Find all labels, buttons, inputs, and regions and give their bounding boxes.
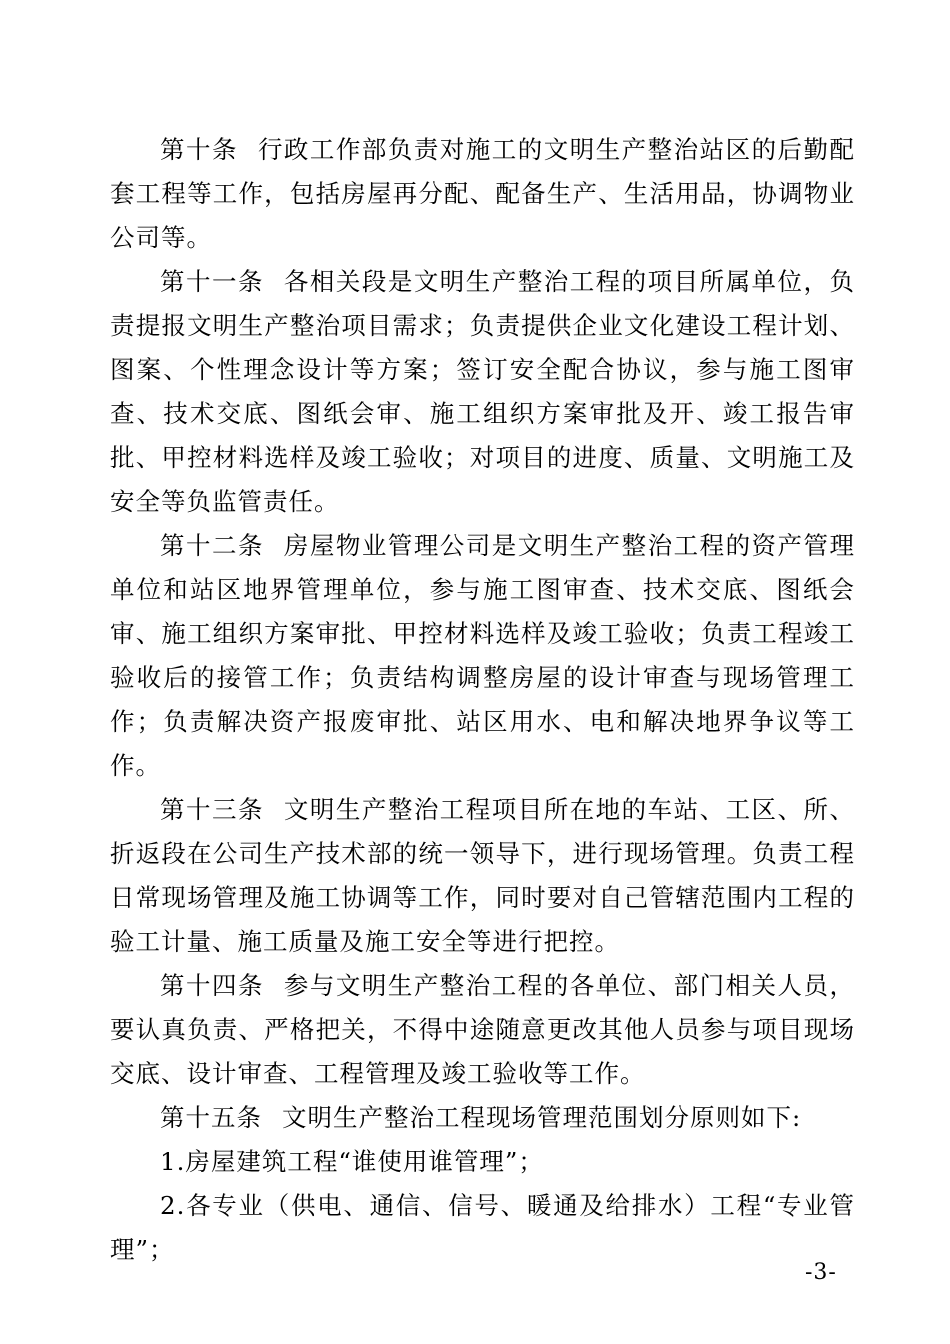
article-number: 第十三条 [160,795,264,824]
article-text: 文明生产整治工程项目所在地的车站、工区、所、折返段在公司生产技术部的统一领导下，进行现场管理。负责工程日常现场管理及施工协调等工作，同时要对自己管辖范围内工程的验工计量、施工质量及施工安全等进行把控。 [110,795,855,956]
article-14 [110,964,855,1096]
article-number: 第十一条 [160,267,264,296]
article-12 [110,524,855,788]
article-11 [110,260,855,524]
article-text: 行政工作部负责对施工的文明生产整治站区的后勤配套工程等工作，包括房屋再分配、配备生产、生活用品，协调物业公司等。 [110,135,856,252]
article-text: 参与文明生产整治工程的各单位、部门相关人员，要认真负责、严格把关，不得中途随意更改其他人员参与项目现场交底、设计审查、工程管理及竣工验收等工作。 [110,971,855,1088]
article-13 [110,788,855,964]
article-text: 各相关段是文明生产整治工程的项目所属单位，负责提报文明生产整治项目需求；负责提供企业文化建设工程计划、图案、个性理念设计等方案；签订安全配合协议，参与施工图审查、技术交底、图纸会审、施工组织方案审批及开、竣工报告审批、甲控材料选样及竣工验收；对项目的进度、质量、文明施工及安全等负监管责任。 [110,267,855,516]
list-item: 1.房屋建筑工程“谁使用谁管理”； [160,1147,544,1176]
article-number: 第十条 [160,135,238,164]
page-number: -3- [805,1260,837,1285]
article-10 [110,128,855,260]
document-body [110,128,855,1272]
article-15 [110,1096,855,1140]
article-number: 第十四条 [160,971,264,1000]
list-item: 2.各专业（供电、通信、信号、暖通及给排水）工程“专业管理”； [110,1191,855,1264]
article-number: 第十二条 [160,531,264,560]
article-text: 文明生产整治工程现场管理范围划分原则如下: [282,1103,802,1132]
article-number: 第十五条 [160,1103,262,1132]
article-text: 房屋物业管理公司是文明生产整治工程的资产管理单位和站区地界管理单位，参与施工图审查、技术交底、图纸会审、施工组织方案审批、甲控材料选样及竣工验收；负责工程竣工验收后的接管工作；负责结构调整房屋的设计审查与现场管理工作；负责解决资产报废审批、站区用水、电和解决地界争议等工作。 [110,531,855,780]
